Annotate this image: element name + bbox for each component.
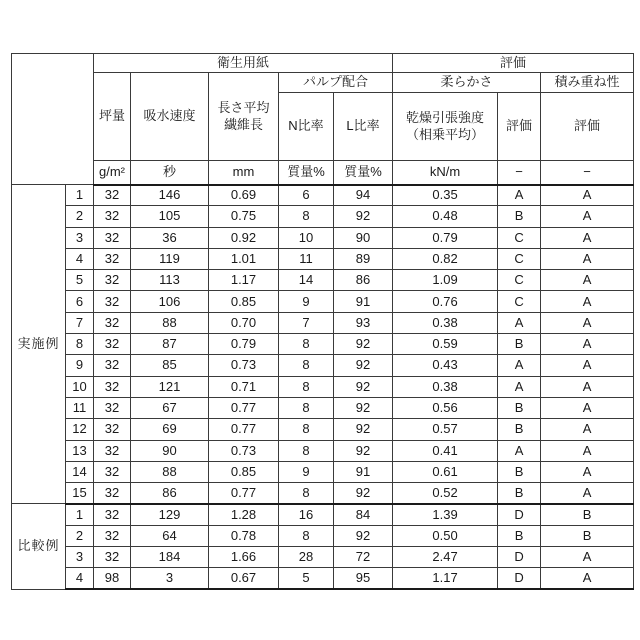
data-cell: A (541, 270, 634, 291)
data-cell: 64 (131, 525, 209, 546)
unit-fiber-length: mm (209, 161, 279, 185)
example-row (12, 206, 634, 227)
data-cell: 9 (279, 291, 334, 312)
data-cell: 84 (334, 504, 393, 525)
row-number: 4 (66, 248, 94, 269)
data-cell: 36 (131, 227, 209, 248)
row-number: 1 (66, 185, 94, 206)
data-cell: C (498, 248, 541, 269)
data-cell: 121 (131, 376, 209, 397)
data-cell: 1.66 (209, 547, 279, 568)
data-cell: B (498, 206, 541, 227)
data-cell: 0.41 (393, 440, 498, 461)
data-cell: 0.69 (209, 185, 279, 206)
data-cell: 92 (334, 397, 393, 418)
data-cell: D (498, 547, 541, 568)
data-cell: 90 (334, 227, 393, 248)
data-cell: B (498, 397, 541, 418)
data-cell: 0.92 (209, 227, 279, 248)
data-cell: 32 (94, 376, 131, 397)
data-cell: 85 (131, 355, 209, 376)
header-dry-tensile-line1: 乾燥引張強度 (406, 110, 485, 126)
example-row (12, 334, 634, 355)
header-avg-fiber-length (209, 73, 279, 161)
data-cell: D (498, 504, 541, 525)
data-cell: 119 (131, 248, 209, 269)
data-cell: B (541, 525, 634, 546)
header-n-ratio: N比率 (279, 93, 334, 161)
header-row-subgroups (12, 73, 634, 93)
data-cell: 92 (334, 355, 393, 376)
header-dry-tensile-strength (393, 93, 498, 161)
data-cell: 8 (279, 376, 334, 397)
data-cell: 32 (94, 334, 131, 355)
data-cell: 0.77 (209, 419, 279, 440)
header-row-groups (12, 54, 634, 73)
data-cell: 0.38 (393, 312, 498, 333)
header-softness-eval: 評価 (498, 93, 541, 161)
data-cell: A (541, 376, 634, 397)
example-row (12, 440, 634, 461)
row-number: 2 (66, 525, 94, 546)
data-cell: 105 (131, 206, 209, 227)
row-number: 15 (66, 483, 94, 504)
data-cell: 10 (279, 227, 334, 248)
data-cell: B (498, 461, 541, 482)
data-cell: 0.57 (393, 419, 498, 440)
data-cell: A (541, 568, 634, 589)
data-cell: 72 (334, 547, 393, 568)
data-cell: 9 (279, 461, 334, 482)
data-cell: 0.78 (209, 525, 279, 546)
data-cell: 0.48 (393, 206, 498, 227)
data-cell: A (541, 312, 634, 333)
data-cell: A (498, 376, 541, 397)
data-cell: 32 (94, 440, 131, 461)
data-cell: 2.47 (393, 547, 498, 568)
units-row (12, 161, 634, 185)
data-cell: 32 (94, 291, 131, 312)
data-cell: A (541, 227, 634, 248)
data-cell: 87 (131, 334, 209, 355)
data-cell: 0.50 (393, 525, 498, 546)
data-cell: A (498, 185, 541, 206)
data-cell: 8 (279, 334, 334, 355)
data-cell: 95 (334, 568, 393, 589)
data-cell: 0.73 (209, 440, 279, 461)
data-cell: 98 (94, 568, 131, 589)
example-row (12, 270, 634, 291)
data-cell: 0.52 (393, 483, 498, 504)
data-cell: B (498, 334, 541, 355)
data-cell: 1.17 (209, 270, 279, 291)
data-cell: A (541, 355, 634, 376)
data-cell: 91 (334, 291, 393, 312)
example-row (12, 461, 634, 482)
data-cell: A (541, 483, 634, 504)
header-avg-fiber-length-line2: 繊維長 (223, 116, 263, 132)
data-cell: 1.17 (393, 568, 498, 589)
row-number: 4 (66, 568, 94, 589)
data-cell: 1.39 (393, 504, 498, 525)
header-group-sanitary-paper: 衛生用紙 (94, 54, 393, 73)
header-softness: 柔らかさ (393, 73, 541, 93)
data-cell: 92 (334, 525, 393, 546)
data-cell: 0.77 (209, 397, 279, 418)
data-cell: 14 (279, 270, 334, 291)
data-cell: 0.77 (209, 483, 279, 504)
data-cell: 92 (334, 206, 393, 227)
row-number: 3 (66, 227, 94, 248)
data-cell: 0.38 (393, 376, 498, 397)
spec-table (11, 53, 634, 590)
data-cell: 0.59 (393, 334, 498, 355)
data-cell: 0.43 (393, 355, 498, 376)
data-cell: 69 (131, 419, 209, 440)
data-cell: 0.73 (209, 355, 279, 376)
data-cell: B (498, 483, 541, 504)
data-cell: 0.61 (393, 461, 498, 482)
header-stackability: 積み重ね性 (541, 73, 634, 93)
data-cell: A (541, 419, 634, 440)
data-cell: 1.09 (393, 270, 498, 291)
unit-n-ratio: 質量% (279, 161, 334, 185)
data-cell: 0.35 (393, 185, 498, 206)
data-cell: B (541, 504, 634, 525)
data-cell: 0.82 (393, 248, 498, 269)
data-cell: 32 (94, 461, 131, 482)
data-cell: 0.56 (393, 397, 498, 418)
example-row (12, 355, 634, 376)
data-cell: 16 (279, 504, 334, 525)
data-cell: 32 (94, 397, 131, 418)
data-cell: 3 (131, 568, 209, 589)
data-cell: 0.76 (393, 291, 498, 312)
example-row (12, 185, 634, 206)
data-cell: 94 (334, 185, 393, 206)
data-cell: 0.70 (209, 312, 279, 333)
data-cell: 106 (131, 291, 209, 312)
data-cell: 91 (334, 461, 393, 482)
data-cell: 32 (94, 355, 131, 376)
data-cell: 92 (334, 334, 393, 355)
data-cell: C (498, 227, 541, 248)
data-cell: 8 (279, 397, 334, 418)
data-cell: 184 (131, 547, 209, 568)
header-basis-weight: 坪量 (94, 73, 131, 161)
comparative-example-row (12, 547, 634, 568)
data-cell: 88 (131, 461, 209, 482)
data-cell: D (498, 568, 541, 589)
data-cell: A (541, 547, 634, 568)
row-number: 9 (66, 355, 94, 376)
unit-dry-tensile: kN/m (393, 161, 498, 185)
row-number: 14 (66, 461, 94, 482)
data-cell: B (498, 525, 541, 546)
header-water-absorption-speed: 吸水速度 (131, 73, 209, 161)
header-dry-tensile-line2: （相乗平均） (406, 126, 485, 142)
row-number: 7 (66, 312, 94, 333)
data-cell: 32 (94, 525, 131, 546)
data-cell: A (498, 312, 541, 333)
table-body (12, 185, 634, 590)
row-number: 1 (66, 504, 94, 525)
data-cell: A (541, 440, 634, 461)
data-cell: 32 (94, 227, 131, 248)
data-cell: 86 (334, 270, 393, 291)
header-stackability-eval: 評価 (541, 93, 634, 161)
example-row (12, 419, 634, 440)
data-cell: 0.75 (209, 206, 279, 227)
data-cell: A (541, 185, 634, 206)
data-cell: A (541, 334, 634, 355)
data-cell: 86 (131, 483, 209, 504)
data-cell: A (498, 440, 541, 461)
row-number: 11 (66, 397, 94, 418)
header-pulp-blend: パルプ配合 (279, 73, 393, 93)
data-cell: A (541, 461, 634, 482)
data-cell: 129 (131, 504, 209, 525)
data-cell: 93 (334, 312, 393, 333)
data-cell: 32 (94, 185, 131, 206)
unit-l-ratio: 質量% (334, 161, 393, 185)
example-row (12, 312, 634, 333)
data-cell: C (498, 291, 541, 312)
group-label-comparative-example: 比較例 (12, 504, 66, 589)
data-cell: 0.71 (209, 376, 279, 397)
data-cell: 92 (334, 483, 393, 504)
data-cell: 5 (279, 568, 334, 589)
data-cell: 1.28 (209, 504, 279, 525)
data-cell: A (541, 248, 634, 269)
header-l-ratio: L比率 (334, 93, 393, 161)
data-cell: 89 (334, 248, 393, 269)
data-cell: 8 (279, 525, 334, 546)
data-cell: 8 (279, 483, 334, 504)
data-cell: 0.67 (209, 568, 279, 589)
unit-softness-eval: − (498, 161, 541, 185)
data-cell: 8 (279, 419, 334, 440)
data-cell: 32 (94, 419, 131, 440)
data-cell: 32 (94, 312, 131, 333)
header-group-evaluation: 評価 (393, 54, 634, 73)
data-cell: 11 (279, 248, 334, 269)
row-number: 12 (66, 419, 94, 440)
comparative-example-row (12, 504, 634, 525)
example-row (12, 291, 634, 312)
data-cell: 0.85 (209, 291, 279, 312)
data-cell: 32 (94, 483, 131, 504)
data-cell: 1.01 (209, 248, 279, 269)
row-number: 6 (66, 291, 94, 312)
row-number: 2 (66, 206, 94, 227)
data-cell: 92 (334, 376, 393, 397)
data-cell: A (541, 397, 634, 418)
data-cell: A (541, 206, 634, 227)
data-cell: 92 (334, 440, 393, 461)
data-cell: 146 (131, 185, 209, 206)
data-cell: B (498, 419, 541, 440)
row-number: 5 (66, 270, 94, 291)
unit-stackability-eval: − (541, 161, 634, 185)
data-cell: 67 (131, 397, 209, 418)
row-number: 3 (66, 547, 94, 568)
comparative-example-row (12, 525, 634, 546)
example-row (12, 397, 634, 418)
data-cell: 32 (94, 547, 131, 568)
data-cell: 7 (279, 312, 334, 333)
data-cell: 92 (334, 419, 393, 440)
data-cell: 0.79 (209, 334, 279, 355)
data-cell: 28 (279, 547, 334, 568)
example-row (12, 376, 634, 397)
data-cell: 8 (279, 206, 334, 227)
row-number: 10 (66, 376, 94, 397)
header-corner-cell (12, 54, 94, 185)
row-number: 13 (66, 440, 94, 461)
row-number: 8 (66, 334, 94, 355)
unit-absorption: 秒 (131, 161, 209, 185)
data-cell: 0.79 (393, 227, 498, 248)
example-row (12, 248, 634, 269)
data-cell: 6 (279, 185, 334, 206)
data-cell: 90 (131, 440, 209, 461)
data-cell: 32 (94, 270, 131, 291)
group-label-example: 実施例 (12, 185, 66, 504)
data-cell: 0.85 (209, 461, 279, 482)
comparative-example-row (12, 568, 634, 589)
data-cell: A (498, 355, 541, 376)
example-row (12, 483, 634, 504)
data-cell: 32 (94, 206, 131, 227)
data-cell: 8 (279, 355, 334, 376)
data-cell: 32 (94, 248, 131, 269)
unit-basis-weight: g/m² (94, 161, 131, 185)
data-cell: 113 (131, 270, 209, 291)
example-row (12, 227, 634, 248)
data-cell: A (541, 291, 634, 312)
header-avg-fiber-length-line1: 長さ平均 (217, 100, 270, 116)
data-cell: 8 (279, 440, 334, 461)
data-cell: 88 (131, 312, 209, 333)
data-cell: C (498, 270, 541, 291)
data-cell: 32 (94, 504, 131, 525)
